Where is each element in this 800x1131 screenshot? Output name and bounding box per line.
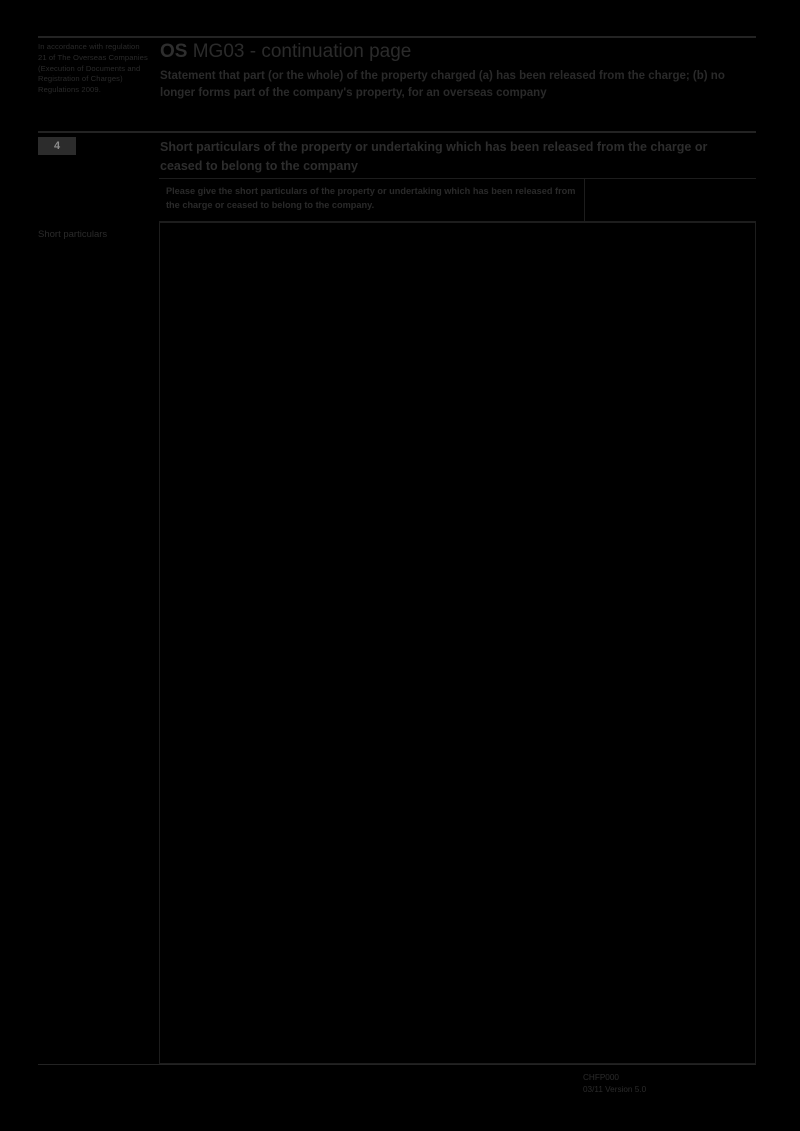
footer-version: 03/11 Version 5.0	[583, 1085, 647, 1095]
footer	[583, 1072, 763, 1097]
short-particulars-input[interactable]	[160, 223, 755, 1063]
legal-reference-note: In accordance with regulation 21 of The Overseas Companies (Execution of Documents and Registration of Charges) Regulations 2009.	[38, 42, 148, 95]
section-heading: Short particulars of the property or undertaking which has been released from the charge or ceased to belong to the company	[160, 140, 708, 173]
footer-code: CHFP000	[583, 1073, 619, 1082]
header-divider	[38, 131, 756, 133]
guidance-divider	[584, 178, 585, 222]
form-name: MG03 - continuation page	[192, 41, 412, 62]
guidance-text: Please give the short particulars of the property or undertaking which has been released from the charge or ceased to belong to the company.	[166, 186, 576, 210]
form-header	[160, 42, 756, 102]
form-subtitle: Statement that part (or the whole) of the property charged (a) has been released from the charge; (b) no longer forms part of the company's property, for an overseas company	[160, 69, 725, 99]
page-title	[160, 42, 756, 63]
section-number-badge: 4	[38, 137, 76, 155]
top-divider	[38, 36, 756, 38]
short-particulars-box[interactable]	[159, 222, 756, 1064]
bottom-divider	[38, 1064, 756, 1065]
form-code: OS	[160, 41, 188, 62]
short-particulars-label: Short particulars	[38, 229, 108, 240]
